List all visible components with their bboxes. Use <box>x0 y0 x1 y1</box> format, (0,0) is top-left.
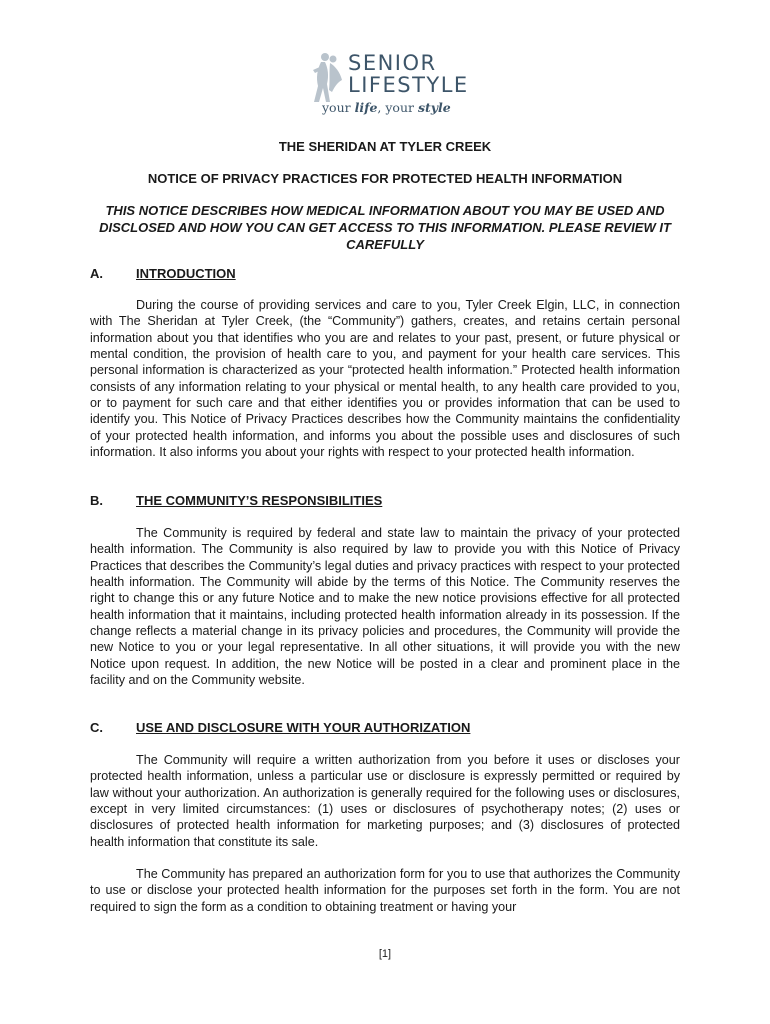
logo-tagline: your life, your style <box>322 100 451 115</box>
logo-text-senior: SENIOR <box>348 51 437 75</box>
section-a-paragraph: During the course of providing services and care to you, Tyler Creek Elgin, LLC, in connection with The Sheridan at Tyler Creek, (the “Community”) gathers, creates, and retains certain personal information about you that identifies who you are and relates to your past, present, or future physical or mental condition, the provision of health care to you, and payment for your health care services. This personal information is characterized as your “protected health information.” Protected health information consists of any information relating to your physical or mental health, to any health care provided to you, or to payment for such care and that either identifies you or provides information that can be used to identify you. This Notice of Privacy Practices describes how the Community maintains the confidentiality of your protected health information, and informs you about the possible uses and disclosures of such information. It also informs you about your rights with respect to your protected health information. <box>90 298 680 460</box>
section-c-paragraph-1: The Community will require a written authorization from you before it uses or discloses your protected health information, unless a particular use or disclosure is expressly permitted or required by law without your authorization. An authorization is generally required for the following uses or disclosures, except in very limited circumstances: (1) uses or disclosures of psychotherapy notes; (2) uses or disclosures of protected health information for marketing purposes; and (3) disclosures of protected health information that constitute its sale. <box>90 753 680 849</box>
section-title: INTRODUCTION <box>136 266 236 281</box>
section-b-paragraph: The Community is required by federal and state law to maintain the privacy of your protected health information. The Community is also required by law to provide you with this Notice of Privacy Practices that describes the Community’s legal duties and privacy practices with respect to your protected health information. The Community will abide by the terms of this Notice. The Community reserves the right to change this or any future Notice and to make the new notice provisions effective for all protected health information that it maintains, including protected health information already in its possession. If the change reflects a material change in its privacy policies and procedures, the Community will provide the new Notice to you or your legal representative. In all other situations, it will provide you with the new Notice upon request. In addition, the new Notice will be posted in a clear and prominent place in the facility and on the Community website. <box>90 526 680 688</box>
document-heading: THE SHERIDAN AT TYLER CREEK <box>278 139 492 154</box>
section-b-heading <box>90 493 382 508</box>
notice-banner: THIS NOTICE DESCRIBES HOW MEDICAL INFORMATION ABOUT YOU MAY BE USED AND DISCLOSED AND HOW YOU CAN GET ACCESS TO THIS INFORMATION. PLEASE REVIEW IT CAREFULLY <box>99 203 671 252</box>
document-subheading: NOTICE OF PRIVACY PRACTICES FOR PROTECTED HEALTH INFORMATION <box>147 171 623 186</box>
senior-lifestyle-logo <box>308 46 468 118</box>
section-c-paragraph-2: The Community has prepared an authorization form for you to use that authorizes the Community to use or disclose your protected health information for the purposes set forth in the form. You are not required to sign the form as a condition to obtaining treatment or having your <box>90 867 680 914</box>
section-title: USE AND DISCLOSURE WITH YOUR AUTHORIZATION <box>136 720 471 735</box>
section-c-heading <box>90 720 470 735</box>
section-letter: C. <box>90 720 103 735</box>
dancing-couple-icon <box>308 50 348 104</box>
section-title: THE COMMUNITY’S RESPONSIBILITIES <box>136 493 383 508</box>
logo-text-lifestyle: LIFESTYLE <box>348 73 469 97</box>
page-number: [1] <box>378 948 392 960</box>
section-letter: A. <box>90 266 103 281</box>
section-letter: B. <box>90 493 103 508</box>
section-a-heading <box>90 266 236 281</box>
